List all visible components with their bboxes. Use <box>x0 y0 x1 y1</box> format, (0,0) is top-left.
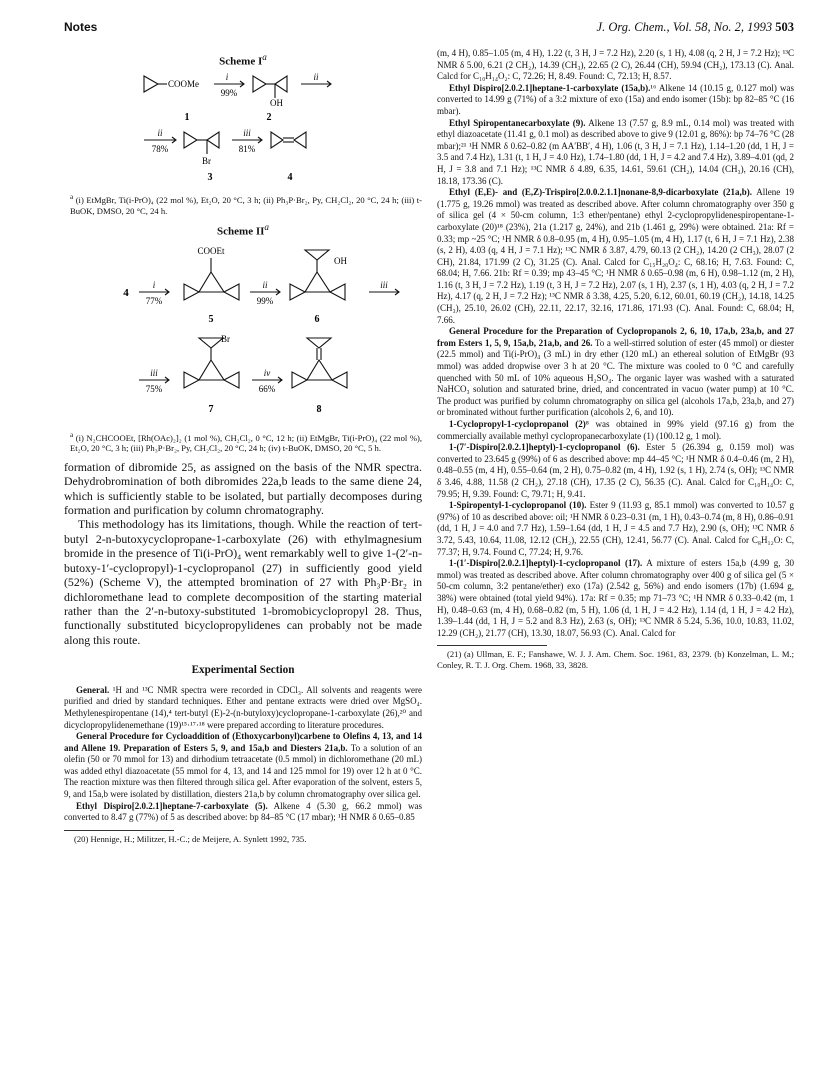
paragraph: 1-(7′-Dispiro[2.0.2.1]heptyl)-1-cyclopropanol (6). Ester 5 (26.394 g, 0.159 mol) was converted to 23.645 g (99%) of 6 as described above: mp 44–45 °C; ¹H NMR δ 0.4–0.46 (m, 2 H), 0.48–0.55 (m, 4 H), 0.55–0.64 (m, 2 H), 0.75–0.82 (m, 4 H), 1.92 (s, 1 H), 2.74 (s, OH); ¹³C NMR δ 3.46, 4.88, 11.58 (2 CH₂), 27.18 (CH), 17.35 (2 C), 56.35 (C). Anal. Calcd for C₁₀H₁₄O: C, 79.95; H, 9.39. Found: C, 79.71; H, 9.41. <box>437 442 795 499</box>
scheme-2-title: Scheme $II^a$ <box>217 221 269 238</box>
footnote-rule <box>437 645 547 646</box>
reference-20: (20) Hennige, H.; Militzer, H.-C.; de Meijere, A. Synlett 1992, 735. <box>74 833 307 844</box>
journal-citation: J. Org. Chem., Vol. 58, No. 2, 1993 503 <box>596 20 794 34</box>
svg-text:1: 1 <box>184 112 190 124</box>
paragraph: Ethyl (E,E)- and (E,Z)-Trispiro[2.0.0.2.1.1]nonane-8,9-dicarboxylate (21a,b). Allene 19 (1.775 g, 19.26 mmol) was treated as described above. After column chromatography over 350 g of silica gel (4 × 50-cm column, 1:3 ether/pentane) ethyl 2-cyclopropylidenespiropentane-1-carboxylate (20)¹⁸ (23%), 21a (1.217 g, 24%), and 21b (1.461 g, 29%) were obtained. 21a: Rf = 0.33; mp ~25 °C; ¹H NMR δ 0.8–0.95 (m, 4 H), 0.95–1.05 (m, 4 H), 1.17 (t, 6 H, J = 7.1 Hz), 2.38 (s, 2 H), 4.03 (q, 4 H, J = 7.1 Hz); ¹³C NMR δ 3.87, 4.79, 60.13 (2 CH₂), 14.20 (2 CH₃), 28.07 (2 CH), 21.84, 171.99 (2 C), 31.25 (C). Anal. Calcd for C₁₅H₂₀O₄: C, 68.16; H, 7.63. Found: C, 68.04; H, 7.66. 21b: Rf = 0.39; mp 43–45 °C; ¹H NMR δ 0.65–0.98 (m, 6 H), 0.98–1.12 (m, 2 H), 1.16 (t, 3 H, J = 7.2 Hz), 1.19 (t, 3 H, J = 7.2 Hz), 2.07 (s, 1 H), 2.37 (s, 1 H), 4.03 (q, 2 H, J = 7.2 Hz), 4.17 (q, 2 H, J = 7.2 Hz); ¹³C NMR δ 3.38, 4.25, 5.20, 6.12, 60.01, 60.19 (CH₂), 14.18, 14.25 (CH₃), 25.10, 26.02 (CH), 22.11, 22.17, 32.16, 171.86, 171.93 (C). Anal. Found: C, 68.04; H, 7.66. <box>437 187 794 325</box>
svg-text:4: 4 <box>287 172 293 184</box>
page-header <box>64 20 794 38</box>
svg-text:8: 8 <box>316 404 322 416</box>
svg-text:OH: OH <box>334 256 347 267</box>
svg-text:99%: 99% <box>220 88 238 99</box>
svg-text:iii: iii <box>243 128 251 139</box>
svg-text:Br: Br <box>221 334 230 345</box>
svg-text:7: 7 <box>208 404 214 416</box>
section-label: Notes <box>64 20 98 34</box>
svg-text:66%: 66% <box>258 384 276 395</box>
svg-text:COOEt: COOEt <box>197 246 225 257</box>
paragraph: (m, 4 H), 0.85–1.05 (m, 4 H), 1.22 (t, 3 H, J = 7.2 Hz), 2.20 (s, 1 H), 4.08 (q, 2 H, J = 7.2 Hz); ¹³C NMR δ 5.00, 6.21 (2 CH₂), 14.39 (CH₃), 22.65 (2 C), 26.44 (CH), 59.94 (CH₂), 173.13 (C). Anal. Calcd for C₁₀H₁₄O₂: C, 72.26; H, 8.49. Found: C, 72.13; H, 8.57. <box>437 48 794 82</box>
paragraph: 1-(1′-Dispiro[2.0.2.1]heptyl)-1-cyclopropanol (17). A mixture of esters 15a,b (4.99 g, 30 mmol) was treated as described above. After column chromatography over 400 g of silica gel (5 × 50-cm column, 3:2 pentane/ether) exo (17a) (2.542 g, 56%) and endo isomers (17b) (1.694 g, 38%) were obtained (total yield 94%). 17a: Rf = 0.35; mp 71–73 °C; ¹H NMR δ 0.33–0.42 (m, 1 H), 0.48–0.63 (m, 4 H), 0.68–0.82 (m, 5 H), 1.06 (d, 1 H, J = 4.2 Hz), 1.14 (d, 1 H, J = 4.2 Hz), 1.39–1.44 (dd, 1 H, J = 5.2 and 8.3 Hz), 2.63 (s, OH); ¹³C NMR δ 5.24, 5.36, 10.0, 10.83, 11.02, 12.29 (CH₂), 21.77 (CH), 13.30, 18.07, 56.93 (C). Anal. Calcd for <box>437 558 795 638</box>
paragraph: General Procedure for the Preparation of Cyclopropanols 2, 6, 10, 17a,b, 23a,b, and 27 from Esters 1, 5, 9, 15a,b, 21a,b, and 26. To a well-stirred solution of ester (45 mmol) or diester (22.5 mmol) and Ti(i-PrO)₄ (3 mL) in dry ether (120 mL) an ethereal solution of EtMgBr (93 mmol) was added dropwise over 3 h at 20 °C. The mixture was cooled to 0 °C and carefully quenched with 50 mL of 10% aqueous H₂SO₄. The organic layer was washed with a saturated NaHCO₃ solution and saturated brine, dried, and concentrated in vacuo (water pump) at 10 °C. The product was purified by column chromatography on silica gel (alcohols 17a,b, 23a,b, and 27) or brominated without further purification (alcohols 2, 6, and 10). <box>437 326 794 418</box>
svg-text:i: i <box>225 72 229 83</box>
svg-text:COOMe: COOMe <box>168 79 199 90</box>
page-number: 503 <box>775 20 794 34</box>
scheme-1-figure <box>64 70 422 188</box>
svg-text:99%: 99% <box>256 296 274 307</box>
scheme-1-title: Scheme $I^a$ <box>219 52 267 68</box>
svg-text:77%: 77% <box>145 296 163 307</box>
scheme-1-footnote: $^a$ (i) EtMgBr, Ti(i-PrO)₄ (22 mol %), Et₂O, 20 °C, 3 h; (ii) Ph₃P·Br₂, Py, CH₂Cl₂, 20 °C, 24 h; (iii) t-BuOK, DMSO, 20 °C, 24 h. <box>70 193 422 216</box>
svg-text:OH: OH <box>270 98 283 109</box>
paragraph: Ethyl Spiropentanecarboxylate (9). Alkene 13 (7.57 g, 8.9 mL, 0.14 mol) was treated with ethyl diazoacetate (11.41 g, 0.1 mol) as described above to give 9 (12.01 g, 86%): bp 74–76 °C (28 mbar);²¹ ¹H NMR δ 0.62–0.82 (m AA′BB′, 4 H), 1.06 (t, 3 H, J = 7.1 Hz), 1.14–1.20 (dd, 1 H, J = 3.5 and 7.4 Hz), 1.31 (t, 1 H, J = 4.0 Hz), 1.74–1.80 (dd, 1 H, J = 4.2 and 7.4 Hz), 3.89–4.01 (qd, 2 H, J = 3.8 and 7.1 Hz); ¹³C NMR δ 4.89, 6.35, 14.61, 59.61 (CH₂), 14.04 (CH₃), 20.16 (CH), 18.18, 173.36 (C). <box>437 117 794 186</box>
paragraph: General. ¹H and ¹³C NMR spectra were recorded in CDCl₃. All solvents and reagents were purified and dried by standard techniques. Ether and pentane extracts were dried over MgSO₄. Methylenespiropentane (14),⁴ tert-butyl (E)-2-(n-butyloxy)cyclopropane-1-carboxylate (26),²⁰ and dicyclopropylidenemethane (19)¹⁵·¹⁷·¹⁸ were prepared according to literature procedures. <box>64 684 422 730</box>
scheme-2-footnote: $^a$ (i) N₂CHCOOEt, [Rh(OAc)₂]₂ (1 mol %), CH₂Cl₂, 0 °C, 12 h; (ii) EtMgBr, Ti(i-PrO)₄ (22 mol %), Et₂O, 20 °C, 3 h; (iii) Ph₃P·Br₂, Py, CH₂Cl₂, 20 °C, 24 h; (iv) t-BuOK, DMSO, 20 °C, 5 h. <box>70 431 422 454</box>
reference-21: (21) (a) Ullman, E. F.; Fanshawe, W. J. J. Am. Chem. Soc. 1961, 83, 2379. (b) Konzelman, L. M.; Conley, R. T. J. Org. Chem. 1968, 33, 3828. <box>437 649 794 670</box>
paragraph: formation of dibromide 25, as assigned on the basis of the NMR spectra. Dehydrobromination of both dibromides 22a,b leads to the same diene 24, which is sufficiently stable to be isolated, but partially decomposes during formation and purification by column chromatography. <box>64 459 422 518</box>
svg-text:6: 6 <box>314 314 320 326</box>
footnote-rule <box>64 830 174 831</box>
svg-text:Br: Br <box>202 156 211 167</box>
paragraph: Ethyl Dispiro[2.0.2.1]heptane-1-carboxylate (15a,b).¹⁶ Alkene 14 (10.15 g, 0.127 mol) was converted to 14.99 g (71%) of a 3:2 mixture of exo (15a) and endo isomer (15b): bp 82–85 °C (16 mbar). <box>437 82 794 116</box>
svg-text:2: 2 <box>266 112 272 124</box>
discussion-text <box>64 460 422 647</box>
paragraph: 1-Spiropentyl-1-cyclopropanol (10). Ester 9 (11.93 g, 85.1 mmol) was converted to 10.57 g (97%) of 10 as described above: oil; ¹H NMR δ 0.23–0.31 (m, 1 H), 0.43–0.74 (m, 8 H), 0.86–0.91 (dd, 1 H, J = 4.0 and 7.7 Hz), 1.59–1.64 (dd, 1 H, J = 4.5 and 7.7 Hz), 2.90 (s, OH); ¹³C NMR δ 3.72, 5.43, 10.64, 11.08, 12.12 (CH₂), 22.55 (CH), 12.41, 56.77 (C). Anal. Calcd for C₈H₁₂O: C, 77.37; H, 9.74. Found C, 77.24; H, 9.76. <box>437 500 794 557</box>
left-column <box>64 48 422 844</box>
svg-text:ii: ii <box>313 72 319 83</box>
experimental-heading: Experimental Section <box>191 664 295 677</box>
right-column <box>437 48 794 670</box>
paragraph: 1-Cyclopropyl-1-cyclopropanol (2)⁸ was obtained in 99% yield (97.16 g) from the commercially available methyl cyclopropanecarboxylate (1) (100.12 g, 1 mol). <box>437 419 794 441</box>
svg-text:iv: iv <box>263 368 271 379</box>
svg-text:81%: 81% <box>238 144 256 155</box>
svg-text:78%: 78% <box>151 144 169 155</box>
paragraph: This methodology has its limitations, though. While the reaction of tert-butyl 2-n-butoxycyclopropane-1-carboxylate (26) with ethylmagnesium bromide in the presence of Ti(i-PrO)₄ went remarkably well to give 1-(2′-n-butoxy-1′-cyclopropyl)-1-cyclopropanol (27) in sufficiently good yield (52%) (Scheme V), the attempted bromination of 27 with Ph₃P·Br₂ in dichloromethane lead to complete decomposition of the starting material rather than the 2′-n-butoxy-substituted 1-bromobicyclopropyl 28. Thus, functionally substituted bicyclopropylidenes can probably not be made along this route. <box>64 517 422 647</box>
svg-text:iii: iii <box>150 368 158 379</box>
svg-text:ii: ii <box>262 280 268 291</box>
paragraph: General Procedure for Cycloaddition of (Ethoxycarbonyl)carbene to Olefins 4, 13, and 14 and Allene 19. Preparation of Esters 5, 9, and 15a,b and Diesters 21a,b. To a solution of an olefin (50 or 70 mmol for 13) and dirhodium tetraacetate (0.5 mmol) in dichloromethane (20 mL) was added ethyl diazoacetate (55 mmol for 4, 13, and 14 and 125 mmol for 19) over 12 h at 0 °C. The reaction mixture was then filtered through silica gel. After evaporation of the solvent, esters 5, 9, and 15a,b were isolated by distillation, diesters 21a,b by column chromatography over silica gel. <box>64 731 422 800</box>
svg-text:4: 4 <box>123 287 129 300</box>
svg-text:iii: iii <box>380 280 388 291</box>
svg-text:75%: 75% <box>145 384 163 395</box>
svg-text:5: 5 <box>208 314 214 326</box>
paragraph: Ethyl Dispiro[2.0.2.1]heptane-7-carboxylate (5). Alkene 4 (5.30 g, 66.2 mmol) was converted to 8.47 g (77%) of 5 as described above: bp 84–85 °C (17 mbar); ¹H NMR δ 0.65–0.85 <box>64 800 422 823</box>
svg-text:ii: ii <box>157 128 163 139</box>
scheme-2-figure <box>64 240 422 426</box>
svg-text:3: 3 <box>207 172 213 184</box>
experimental-text <box>64 685 422 824</box>
svg-text:i: i <box>152 280 156 291</box>
